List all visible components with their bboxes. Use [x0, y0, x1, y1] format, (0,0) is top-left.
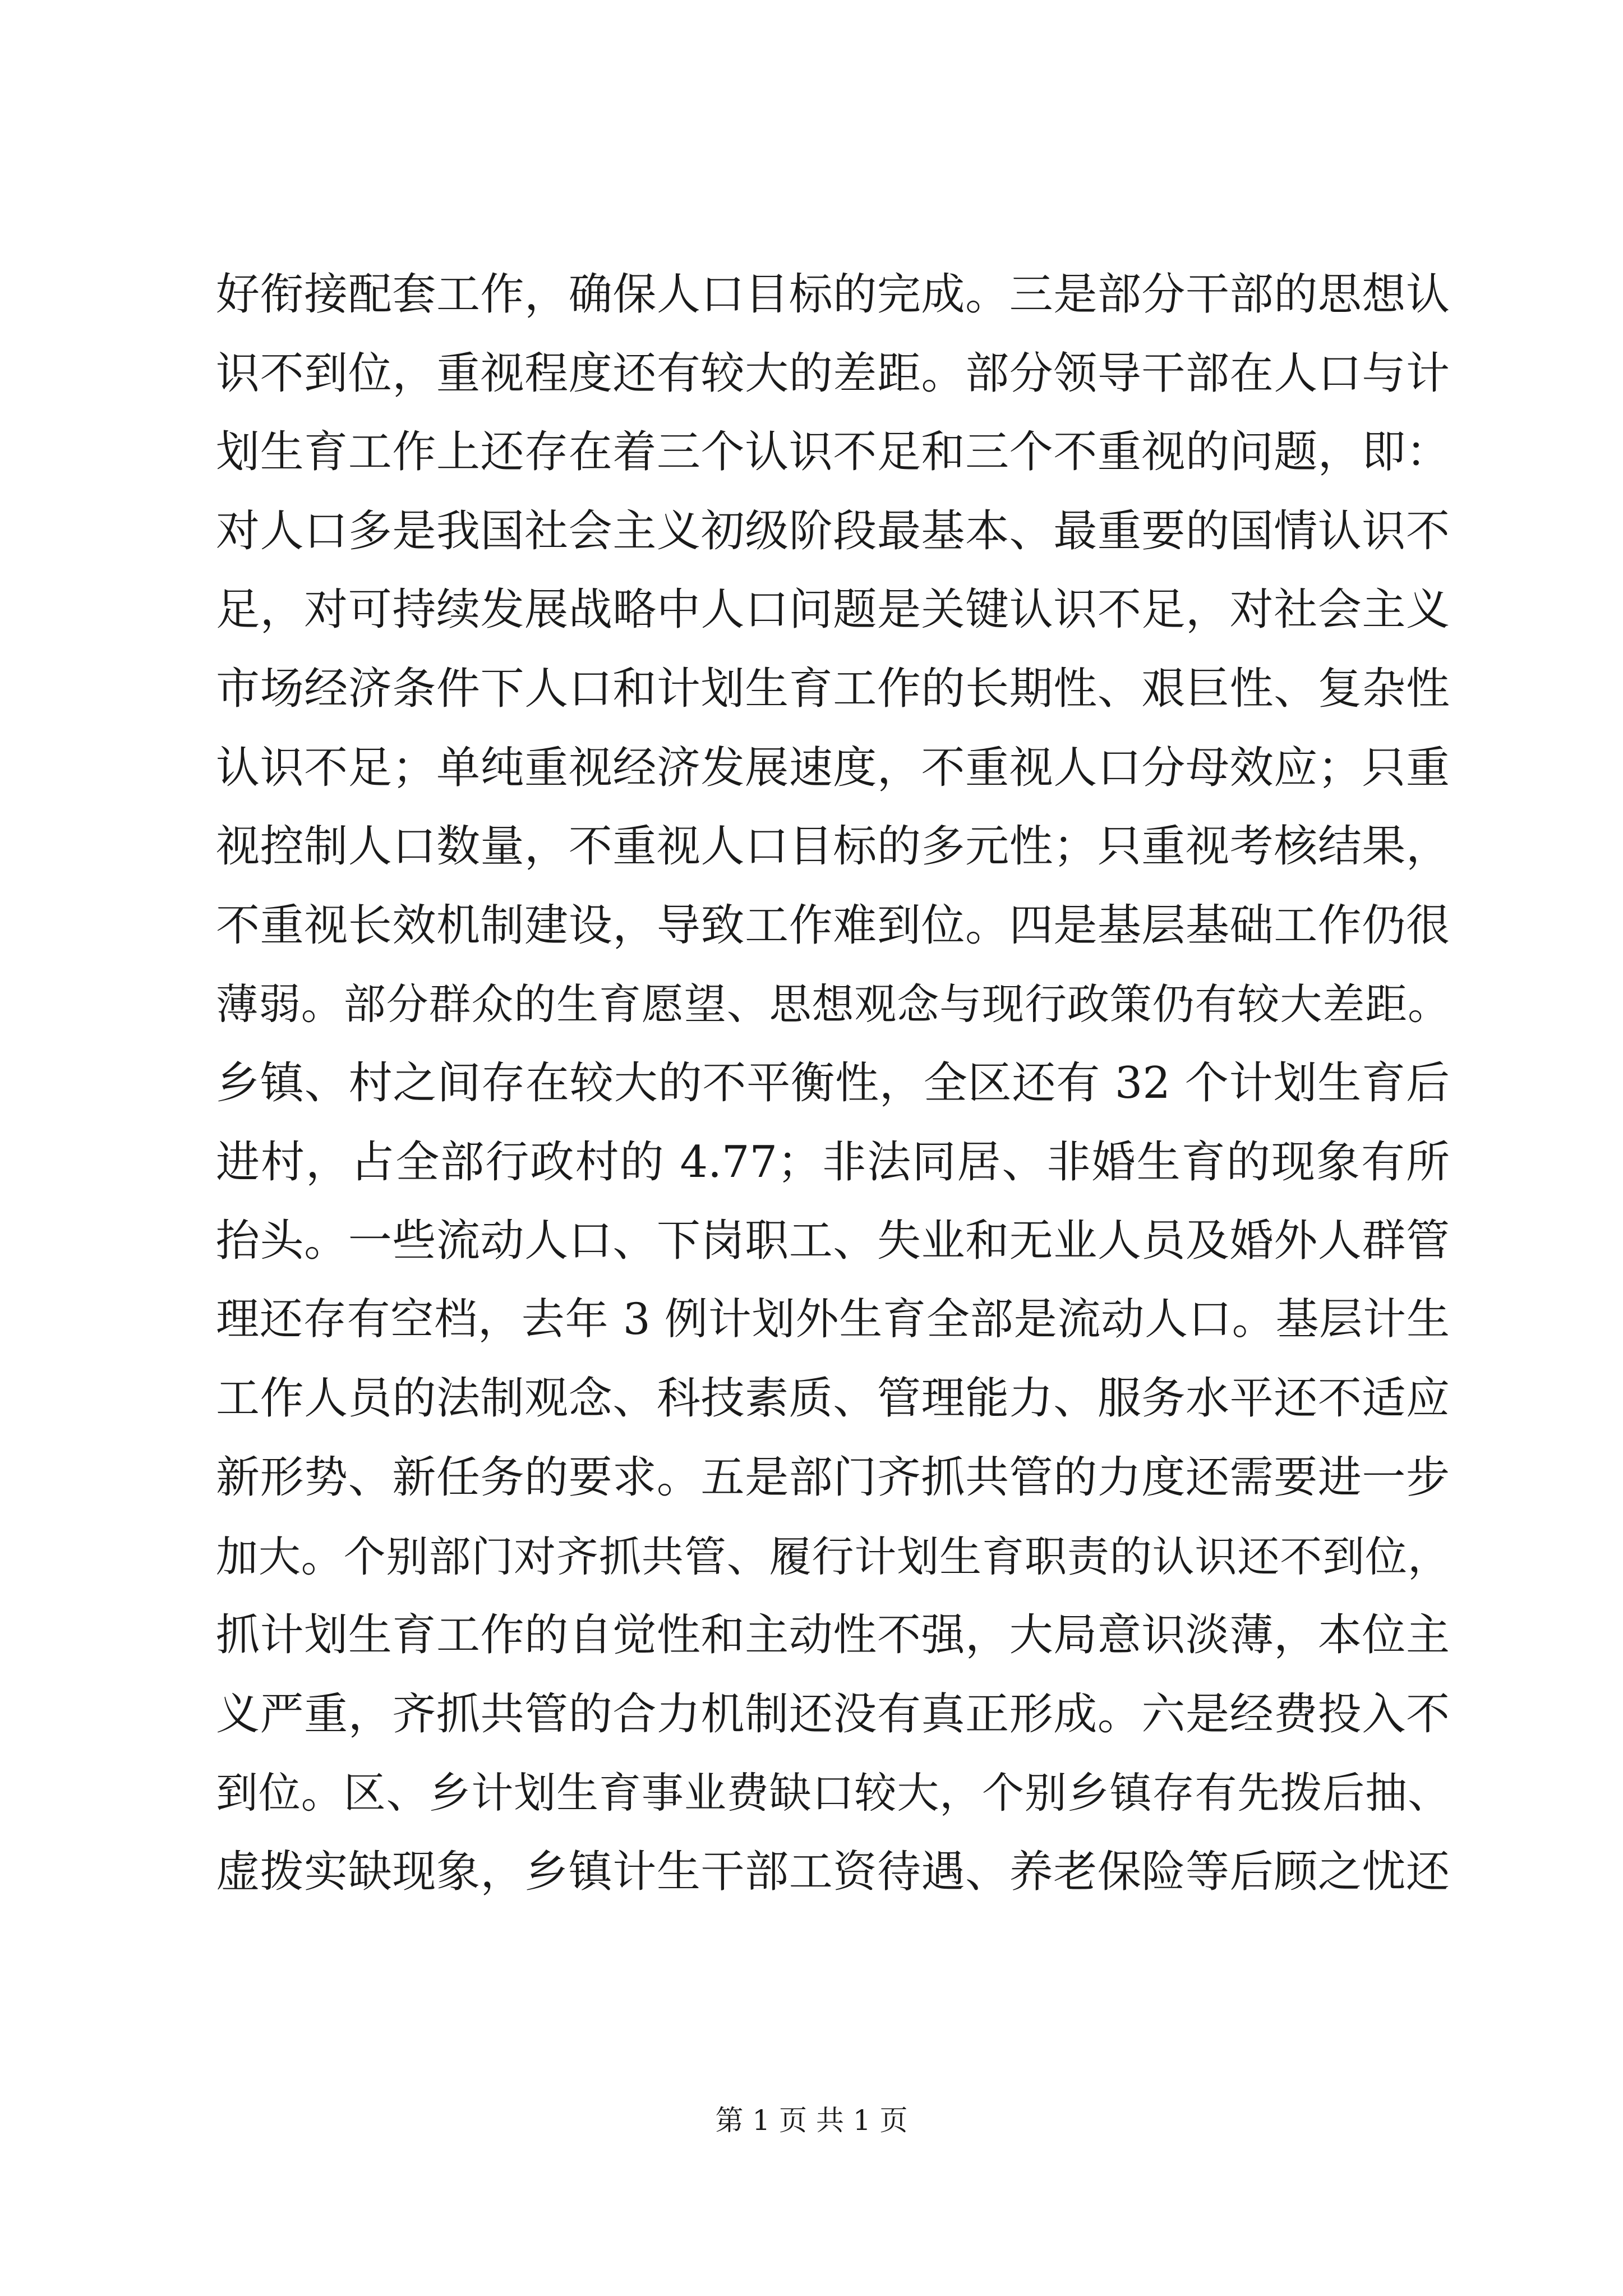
text-line: 加大。个别部门对齐抓共管、履行计划生育职责的认识还不到位，	[216, 1531, 1450, 1581]
text-line: 足，对可持续发展战略中人口问题是关键认识不足，对社会主义	[216, 585, 1450, 636]
text-line: 市场经济条件下人口和计划生育工作的长期性、艰巨性、复杂性	[216, 663, 1450, 714]
text-line: 新形势、新任务的要求。五是部门齐抓共管的力度还需要进一步	[216, 1452, 1450, 1503]
text-line: 义严重，齐抓共管的合力机制还没有真正形成。六是经费投入不	[216, 1688, 1450, 1740]
text-line: 乡镇、村之间存在较大的不平衡性，全区还有 32 个计划生育后	[216, 1057, 1450, 1108]
text-line: 划生育工作上还存在着三个认识不足和三个不重视的问题，即：	[216, 427, 1450, 478]
text-line: 识不到位，重视程度还有较大的差距。部分领导干部在人口与计	[216, 348, 1450, 399]
body-text	[216, 255, 1450, 1911]
text-line: 理还存有空档，去年 3 例计划外生育全部是流动人口。基层计生	[216, 1294, 1450, 1345]
text-line: 视控制人口数量，不重视人口目标的多元性；只重视考核结果，	[216, 821, 1450, 872]
text-line: 虚拨实缺现象，乡镇计生干部工资待遇、养老保险等后顾之忧还	[216, 1846, 1450, 1897]
text-line: 到位。区、乡计划生育事业费缺口较大，个别乡镇存有先拨后抽、	[216, 1768, 1450, 1818]
text-line: 抓计划生育工作的自觉性和主动性不强，大局意识淡薄，本位主	[216, 1610, 1450, 1661]
text-line: 抬头。一些流动人口、下岗职工、失业和无业人员及婚外人群管	[216, 1216, 1450, 1267]
text-line: 不重视长效机制建设，导致工作难到位。四是基层基础工作仍很	[216, 900, 1450, 951]
text-line: 对人口多是我国社会主义初级阶段最基本、最重要的国情认识不	[216, 505, 1450, 556]
page-footer: 第 1 页 共 1 页	[715, 2104, 908, 2137]
text-line: 薄弱。部分群众的生育愿望、思想观念与现行政策仍有较大差距。	[216, 979, 1450, 1029]
text-line: 进村，占全部行政村的 4.77；非法同居、非婚生育的现象有所	[216, 1137, 1450, 1188]
text-line: 认识不足；单纯重视经济发展速度，不重视人口分母效应；只重	[216, 742, 1450, 793]
text-line: 好衔接配套工作，确保人口目标的完成。三是部分干部的思想认	[216, 269, 1450, 320]
text-line: 工作人员的法制观念、科技素质、管理能力、服务水平还不适应	[216, 1373, 1450, 1424]
